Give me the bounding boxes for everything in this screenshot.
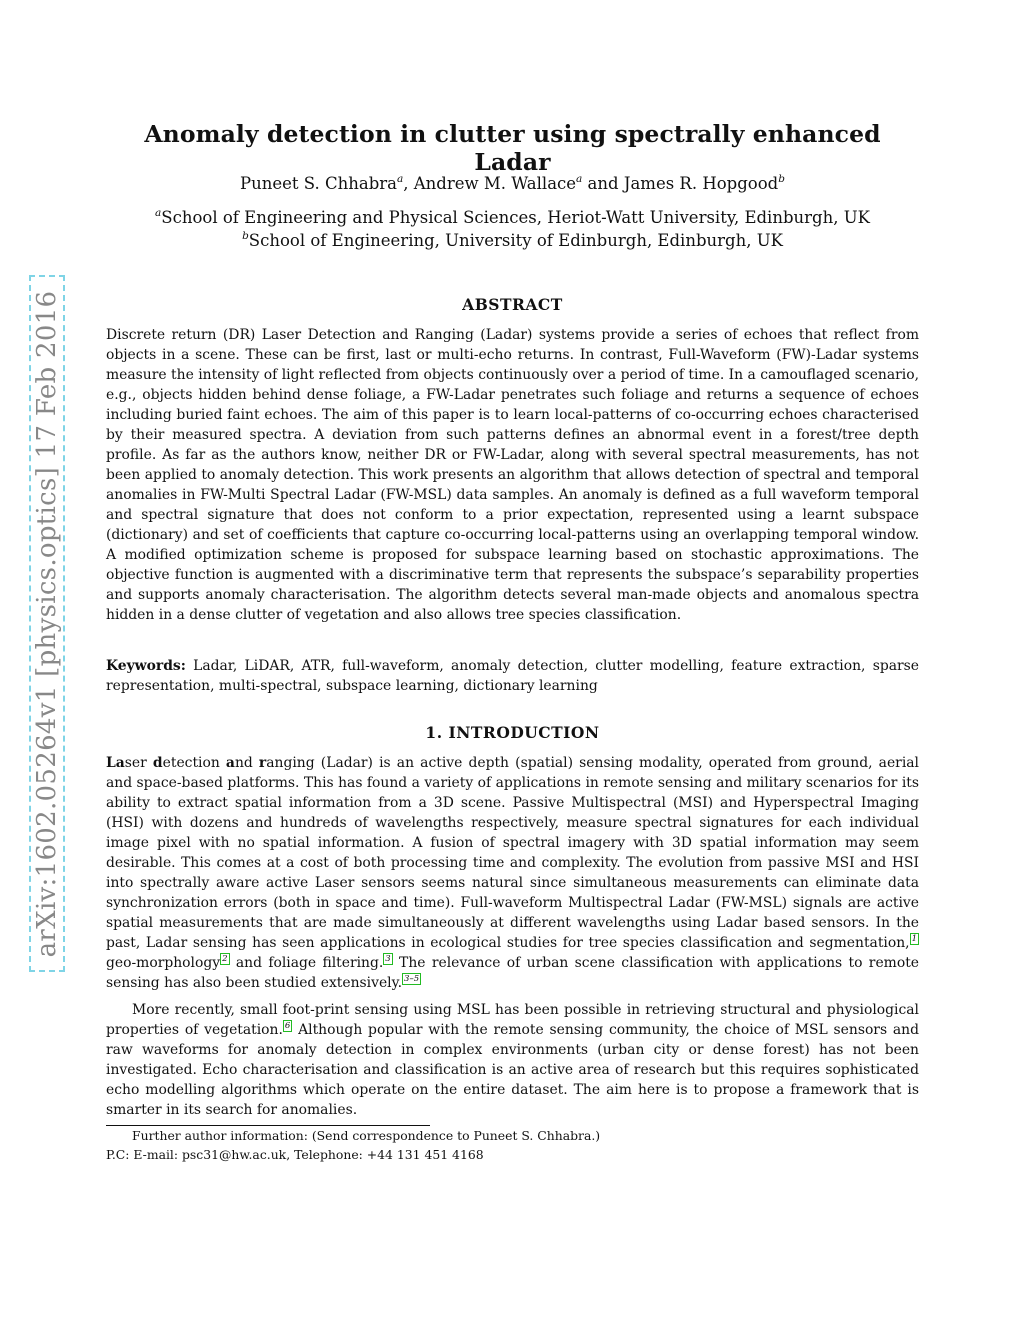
author-separator: and [582, 174, 624, 193]
affiliation-text: School of Engineering, University of Edinburgh, Edinburgh, UK [248, 231, 783, 250]
author-affiliation-mark: a [397, 173, 404, 185]
author-name: James R. Hopgood [623, 174, 779, 193]
acronym-letter: r [258, 755, 267, 771]
paragraph-text: geo-morphology [106, 955, 221, 971]
word-part: nd [234, 755, 259, 771]
paragraph-text: More recently, small foot-print sensing using MSL has been possible in retrieving structural and physiological properties of vegetation. [106, 1002, 919, 1038]
affiliation-b [106, 231, 919, 250]
affiliation-mark: a [155, 207, 162, 219]
keywords-list: Ladar, LiDAR, ATR, full-waveform, anomaly detection, clutter modelling, feature extraction, sparse representation, multi-spectral, subspace learning, dictionary learning [106, 658, 919, 694]
affiliation-text: School of Engineering and Physical Sciences, Heriot-Watt University, Edinburgh, UK [161, 208, 870, 227]
acronym-letter: La [106, 755, 125, 771]
paragraph-text: Although popular with the remote sensing community, the choice of MSL sensors and raw waveforms for anomaly detection in complex environments (urban city or dense forest) has not been investigated. Echo characterisation and classification is an active area of research but this requires sophisticated echo modelling algorithms which operate on the entire dataset. The aim here is to propose a framework that is smarter in its search for anomalies. [106, 1022, 919, 1118]
author-list [106, 174, 919, 193]
keywords [106, 656, 919, 696]
paper-title: Anomaly detection in clutter using spectrally enhanced Ladar [144, 120, 881, 176]
author-affiliation-mark: b [778, 173, 785, 185]
paragraph-text: and foliage filtering. [229, 955, 384, 971]
keywords-label: Keywords: [106, 658, 186, 674]
intro-paragraph-2 [106, 1000, 919, 1120]
author-name: Puneet S. Chhabra [240, 174, 397, 193]
acronym-letter: d [152, 755, 163, 771]
author-name: Andrew M. Wallace [413, 174, 577, 193]
citation-link[interactable]: 2 [222, 954, 228, 964]
citation-link[interactable]: 3–5 [404, 974, 420, 984]
paragraph-text: (Ladar) is an active depth (spatial) sensing modality, operated from ground, aerial and space-based platforms. This has found a variety of applications in remote sensing and military scenarios for its ability to extract spatial information from a 3D scene. Passive Multispectral (MSI) and Hyperspectral Imaging (HSI) with dozens and hundreds of wavelengths respectively, measure spectral signatures for each individual image pixel with no spatial information. A fusion of spectral imagery with 3D spatial information may seem desirable. This comes at a cost of both processing time and complexity. The evolution from passive MSI and HSI into spectrally aware active Laser sensors seems natural since simultaneous measurements can eliminate data synchronization errors (both in space and time). Full-waveform Multispectral Ladar (FW-MSL) signals are active spatial measurements that are made simultaneously at different wavelengths using Ladar based sensors. In the past, Ladar sensing has seen applications in ecological studies for tree species classification and segmentation, [106, 755, 919, 951]
intro-paragraph-1 [106, 753, 919, 993]
affiliation-a [106, 208, 919, 227]
citation-link[interactable]: 6 [284, 1021, 291, 1031]
citation-link[interactable]: 3 [385, 954, 391, 964]
abstract-heading: ABSTRACT [462, 295, 563, 314]
author-affiliation-mark: a [576, 173, 583, 185]
word-part: ser [124, 755, 153, 771]
citation-link[interactable]: 1 [911, 934, 917, 944]
author-separator: , [403, 174, 414, 193]
arxiv-stamp-text[interactable]: arXiv:1602.05264v1 [physics.optics] 17 Feb 2016 [32, 290, 62, 957]
word-part: anging [266, 755, 315, 771]
footnote-rule [106, 1125, 430, 1126]
paragraph-text: The relevance of urban scene classification with applications to remote sensing has also been studied extensively. [106, 955, 920, 991]
abstract-text: Discrete return (DR) Laser Detection and Ranging (Ladar) systems provide a series of echoes that reflect from objects in a scene. These can be first, last or multi-echo returns. In contrast, Full-Waveform (FW)-Ladar systems measure the intensity of light reflected from objects continuously over a period of time. In a camouflaged scenario, e.g., objects hidden behind dense foliage, a FW-Ladar penetrates such foliage and returns a sequence of echoes including buried faint echoes. The aim of this paper is to learn local-patterns of co-occurring echoes characterised by their measured spectra. A deviation from such patterns defines an abnormal event in a forest/tree depth profile. As far as the authors know, neither DR or FW-Ladar, along with several spectral measurements, has not been applied to anomaly detection. This work presents an algorithm that allows detection of spectral and temporal anomalies in FW-Multi Spectral Ladar (FW-MSL) data samples. An anomaly is defined as a full waveform temporal and spectral signature that does not conform to a prior expectation, represented using a learnt subspace (dictionary) and set of coefficients that capture co-occurring local-patterns using an overlapping temporal window. A modified optimization scheme is proposed for subspace learning based on stochastic approximations. The objective function is augmented with a discriminative term that represents the subspace’s separability properties and supports anomaly characterisation. The algorithm detects several man-made objects and anomalous spectra hidden in a dense clutter of vegetation and also allows tree species classification. [106, 327, 919, 623]
acronym-letter: a [225, 755, 235, 771]
affiliation-mark: b [242, 230, 249, 242]
footnote-author-info: Further author information: (Send correspondence to Puneet S. Chhabra.) [132, 1128, 601, 1143]
footnote-contact: P.C: E-mail: psc31@hw.ac.uk, Telephone: +44 131 451 4168 [106, 1147, 484, 1162]
section-heading-introduction: 1. INTRODUCTION [425, 723, 600, 742]
word-part: etection [162, 755, 226, 771]
arxiv-stamp[interactable] [29, 275, 65, 972]
